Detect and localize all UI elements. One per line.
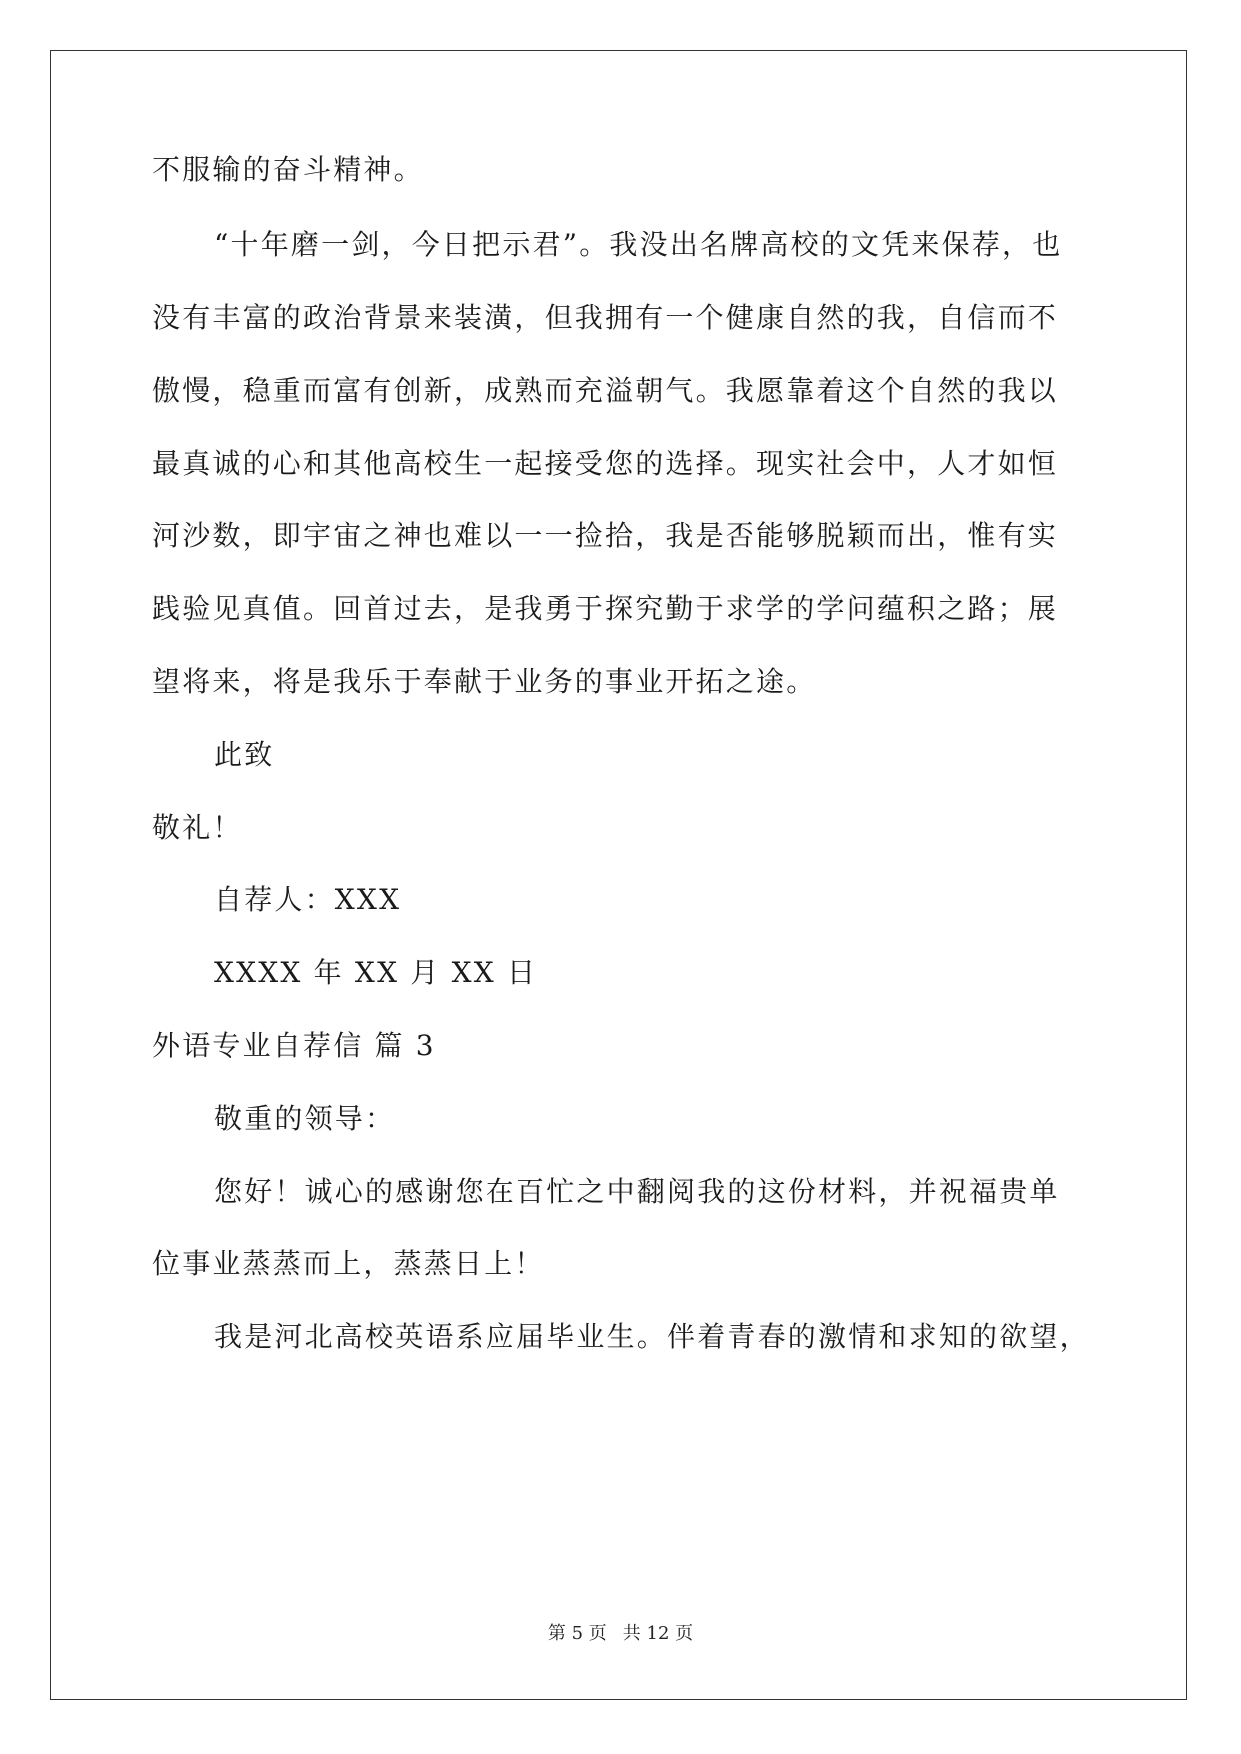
section-heading: 外语专业自荐信 篇 3	[152, 1029, 436, 1062]
text-line: 我是河北高校英语系应届毕业生。伴着青春的激情和求知的欲望，	[214, 1320, 1090, 1353]
page-total: 共 12 页	[622, 1623, 694, 1644]
text-line: 河沙数，即宇宙之神也难以一一捡拾，我是否能够脱颖而出，惟有实	[152, 519, 1059, 552]
signature-line: 自荐人：XXX	[214, 883, 402, 916]
date-line: XXXX 年 XX 月 XX 日	[214, 956, 538, 989]
text-line: 傲慢，稳重而富有创新，成熟而充溢朝气。我愿靠着这个自然的我以	[152, 374, 1059, 407]
text-line: 最真诚的心和其他高校生一起接受您的选择。现实社会中，人才如恒	[152, 447, 1059, 480]
closing-salutation: 此致	[214, 738, 275, 771]
text-line: 践验见真值。回首过去，是我勇于探究勤于求学的学问蕴积之路；展	[152, 592, 1059, 625]
greeting-line: 敬重的领导：	[214, 1102, 396, 1135]
text-line: 没有丰富的政治背景来装潢，但我拥有一个健康自然的我，自信而不	[152, 301, 1059, 334]
page-number: 第 5 页	[547, 1623, 607, 1644]
text-line: 您好！诚心的感谢您在百忙之中翻阅我的这份材料，并祝福贵单	[214, 1175, 1060, 1208]
text-line: 不服输的奋斗精神。	[152, 153, 424, 186]
page-footer	[0, 1622, 1241, 1646]
text-line: 望将来，将是我乐于奉献于业务的事业开拓之途。	[152, 665, 817, 698]
text-line: 位事业蒸蒸而上，蒸蒸日上！	[152, 1247, 545, 1280]
text-line: “十年磨一剑，今日把示君”。我没出名牌高校的文凭来保荐，也	[214, 228, 1063, 261]
closing-regards: 敬礼！	[152, 811, 243, 844]
